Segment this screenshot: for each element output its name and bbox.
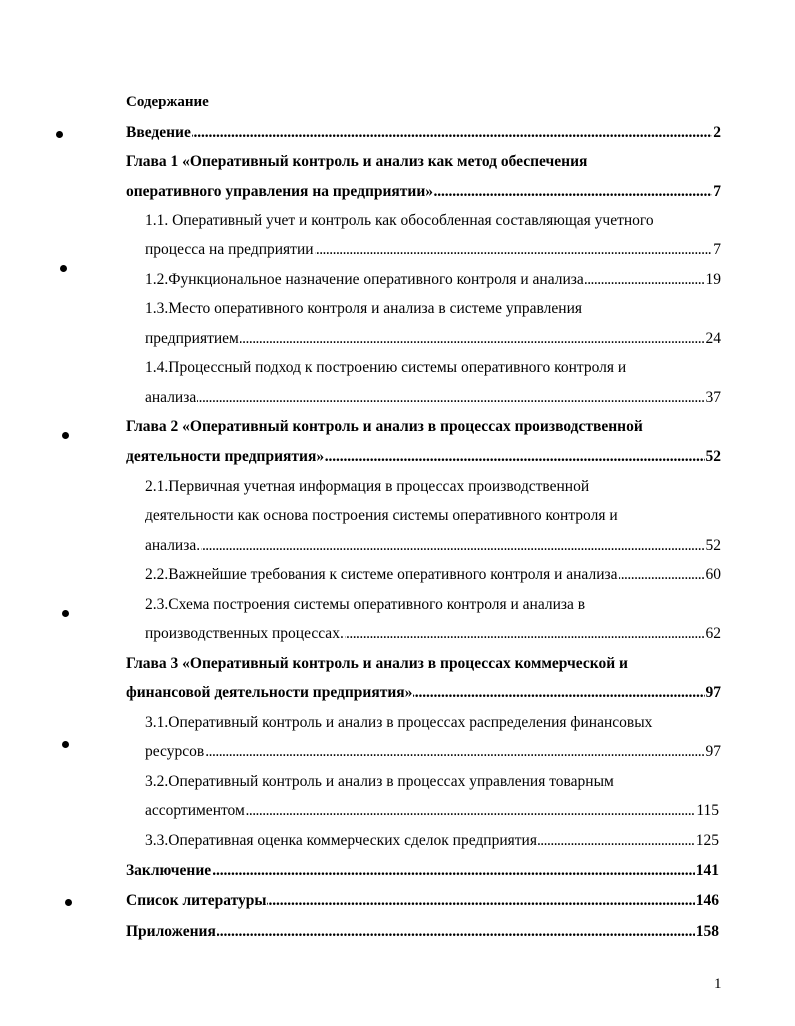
toc-entry-2-2[interactable]: . . . 2.2.Важнейшие требования к системе оперативного контроля и анализа 60 (145, 563, 721, 587)
toc-entry-1-4-cont[interactable]: . . . анализа 37 (145, 386, 721, 410)
toc-entry-appendices[interactable]: . . . Приложения 158 (126, 920, 719, 944)
toc-entry-chapter-3[interactable]: Глава 3 «Оперативный контроль и анализ в процессах коммерческой и (126, 655, 628, 672)
toc-entry-chapter-2-cont[interactable]: . . . деятельности предприятия» 52 (126, 445, 721, 469)
toc-entry-1-1[interactable]: 1.1. Оперативный учет и контроль как обособленная составляющая учетного (145, 212, 654, 229)
toc-entry-2-1-cont[interactable]: деятельности как основа построения системы оперативного контроля и (145, 507, 618, 524)
toc-entry-3-2-cont[interactable]: . . . ассортиментом 115 (145, 799, 719, 823)
toc-entry-1-4[interactable]: 1.4.Процессный подход к построению системы оперативного контроля и (145, 359, 627, 376)
margin-mark (62, 741, 69, 748)
margin-mark (60, 265, 67, 272)
toc-entry-1-3-cont[interactable]: . . . предприятием 24 (145, 327, 721, 351)
toc-entry-3-3[interactable]: . . . 3.3.Оперативная оценка коммерческих сделок предприятия 125 (145, 829, 719, 853)
margin-mark (62, 432, 69, 439)
toc-entry-1-3[interactable]: 1.3.Место оперативного контроля и анализа в системе управления (145, 300, 582, 317)
toc-entry-chapter-1[interactable]: Глава 1 «Оперативный контроль и анализ как метод обеспечения (126, 153, 588, 170)
toc-entry-1-2[interactable]: . . . 1.2.Функциональное назначение оперативного контроля и анализа 19 (145, 268, 721, 292)
toc-entry-conclusion[interactable]: . . . Заключение 141 (126, 859, 719, 883)
toc-entry-chapter-1-cont[interactable]: . . . оперативного управления на предприятии» 7 (126, 180, 721, 204)
page-number: 1 (714, 976, 722, 992)
toc-entry-2-3-cont[interactable]: . . . производственных процессах. 62 (145, 622, 721, 646)
toc-entry-1-1-cont[interactable]: . . . процесса на предприятии 7 (145, 238, 721, 262)
toc-entry-introduction[interactable]: . . . Введение 2 (126, 121, 721, 145)
toc-entry-references[interactable]: . . . Список литературы 146 (126, 889, 719, 913)
toc-title: Содержание (126, 94, 209, 110)
toc-entry-2-1[interactable]: 2.1.Первичная учетная информация в процессах производственной (145, 478, 590, 495)
margin-mark (62, 610, 69, 617)
toc-entry-chapter-3-cont[interactable]: . . . финансовой деятельности предприятия» 97 (126, 681, 721, 705)
toc-entry-3-1[interactable]: 3.1.Оперативный контроль и анализ в процессах распределения финансовых (145, 714, 653, 731)
toc-entry-chapter-2[interactable]: Глава 2 «Оперативный контроль и анализ в процессах производственной (126, 418, 643, 435)
margin-mark (56, 131, 63, 138)
toc-entry-2-3[interactable]: 2.3.Схема построения системы оперативного контроля и анализа в (145, 596, 586, 613)
margin-mark (65, 899, 72, 906)
toc-entry-2-1-end[interactable]: . . . анализа. 52 (145, 534, 721, 558)
toc-entry-3-1-cont[interactable]: . . . ресурсов 97 (145, 740, 721, 764)
toc-entry-3-2[interactable]: 3.2.Оперативный контроль и анализ в процессах управления товарным (145, 773, 614, 790)
